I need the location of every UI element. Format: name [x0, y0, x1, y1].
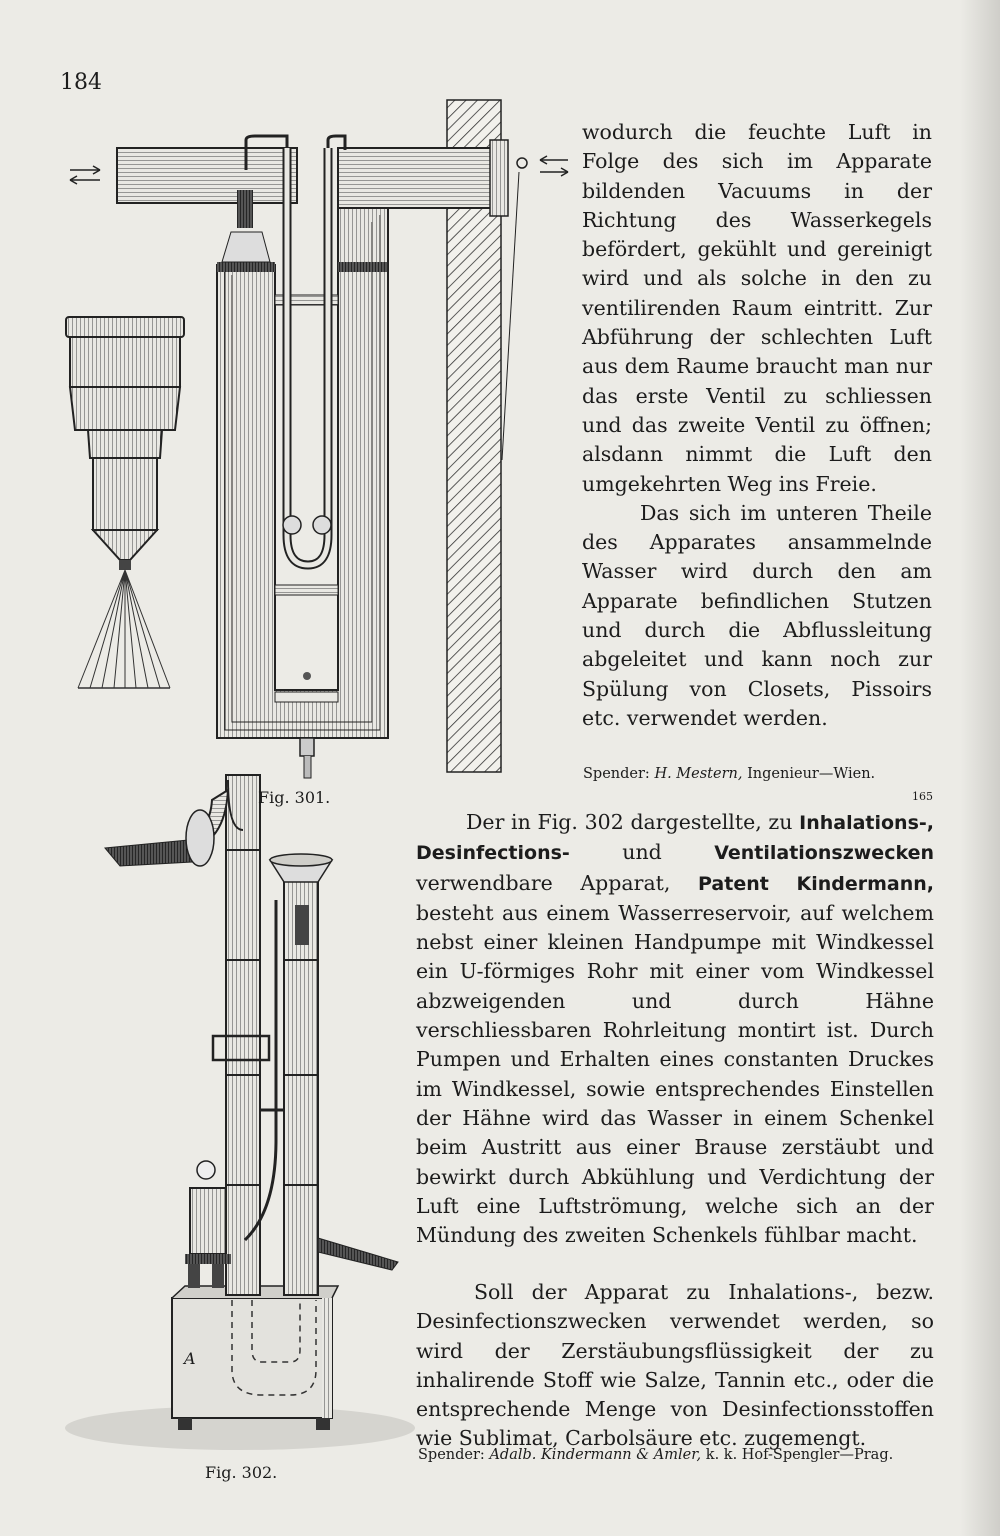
spender-suffix: Ingenieur—Wien. [747, 766, 876, 782]
spender-name: H. Mestern, [654, 766, 743, 782]
spender-line-1 [583, 766, 875, 782]
spender-name: Adalb. Kindermann & Amler, [489, 1447, 702, 1463]
fig301-caption: Fig. 301. [258, 788, 331, 807]
para3-text-2: und [569, 840, 715, 865]
paragraph-3 [416, 808, 934, 1250]
footnote-number: 165 [912, 790, 933, 803]
para3-text-4: besteht aus einem Wasserreservoir, auf welchem nebst einer kleinen Handpumpe mit Windkessel ein U-förmiges Rohr mit einer vom Windkessel abzweigenden und durch Hähne verschliessbaren Rohrleitung montirt ist. Durch Pumpen und Erhalten eines constanten Druckes im Windkessel, sowie entsprechendes Einstellen der Hähne wird das Wasser in einem Schenkel beim Austritt aus einer Brause zerstäubt und bewirkt durch Abkühlung und Verdichtung der Luft eine Luftströmung, welche sich an der Mündung des zweiten Schenkels fühlbar macht. [416, 900, 934, 1248]
spender-prefix: Spender: [418, 1447, 485, 1463]
paragraph-2: Das sich im unteren Theile des Apparates ansammelnde Wasser wird durch den am Apparate befindlichen Stutzen und durch die Abflussleitung abgeleitet und kann noch zur Spülung von Closets, Pissoirs etc. verwendet werden. [582, 500, 932, 730]
para3-text-3: verwendbare Apparat, [416, 870, 698, 895]
fig302-caption: Fig. 302. [205, 1463, 278, 1482]
fig302-label-a: A [184, 1349, 196, 1368]
text-column-top [582, 118, 932, 733]
para3-bold-1: Inhalations-, Desinfections- [416, 812, 934, 865]
spender-suffix: k. k. Hof-Spengler—Prag. [705, 1447, 894, 1463]
spender-prefix: Spender: [583, 766, 650, 782]
paragraph-1: wodurch die feuchte Luft in Folge des sich im Apparate bildenden Vacuums in der Richtung des Wasserkegels befördert, gekühlt und gereinigt wird und als solche in den zu ventilirenden Raum eintritt. Zur Abführung der schlechten Luft aus dem Raume braucht man nur das erste Ventil zu schliessen und das zweite Ventil zu öffnen; alsdann nimmt die Luft den umgekehrten Weg ins Freie. [582, 120, 932, 496]
spender-line-2 [418, 1447, 893, 1463]
fig302-apparatus [65, 775, 415, 1450]
para3-bold-2: Ventilationszwecken [714, 842, 934, 865]
paragraph-4: Soll der Apparat zu Inhalations-, bezw. Desinfectionszwecken verwendet werden, so wird der Zerstäubungsflüssigkeit der zu inhalirende Stoff wie Salze, Tannin etc., oder die entsprechende Menge von Desinfectionsstoffen wie Sublimat, Carbolsäure etc. zugemengt. [416, 1280, 934, 1451]
fig301-nozzle-detail [66, 317, 184, 688]
page-number: 184 [60, 70, 102, 95]
para3-text-1: Der in Fig. 302 dargestellte, zu [466, 810, 800, 834]
para3-bold-3: Patent Kindermann, [698, 872, 934, 895]
